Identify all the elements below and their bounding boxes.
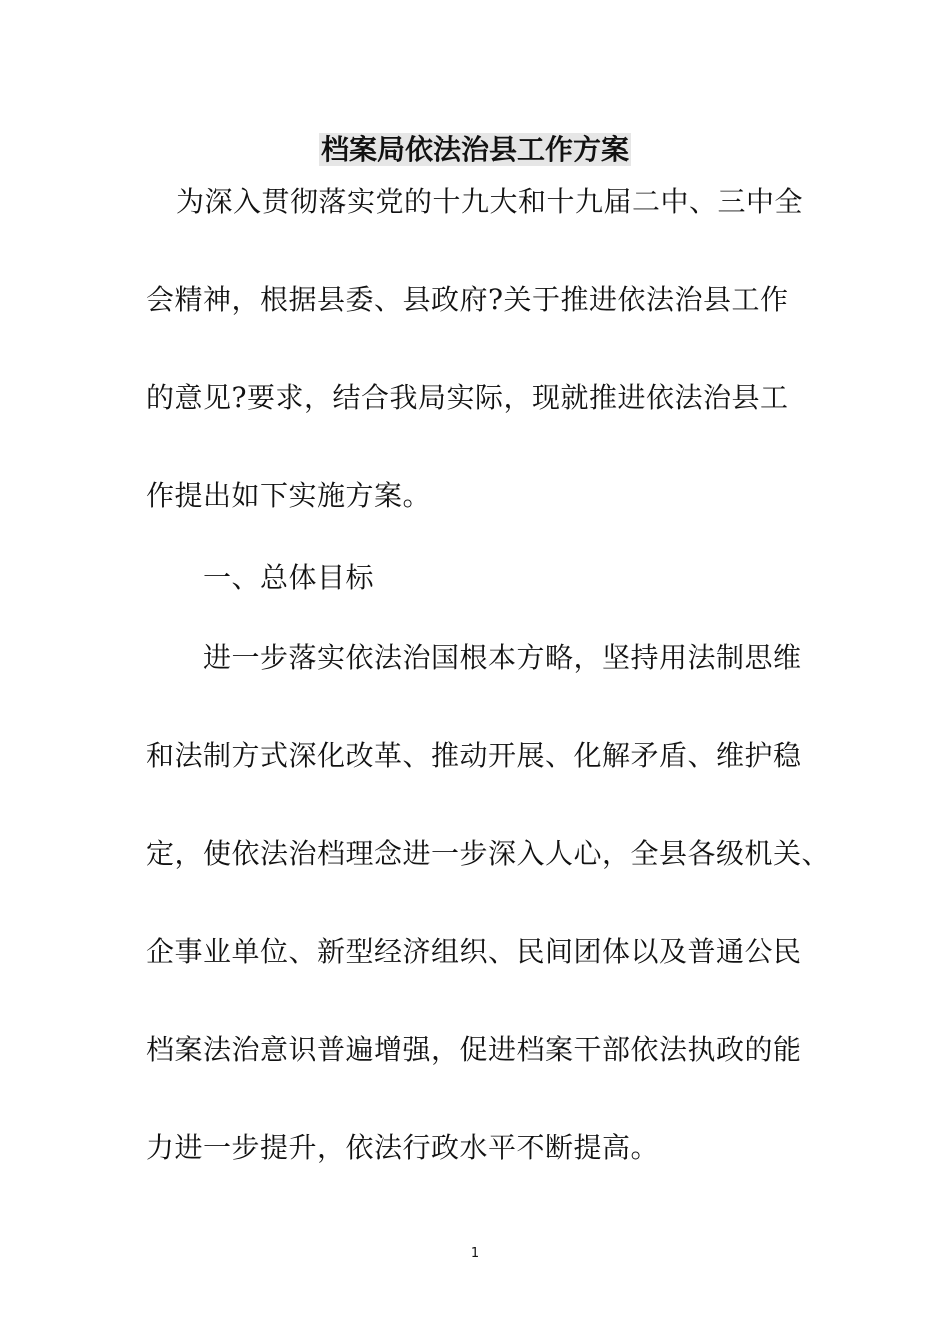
document-title xyxy=(0,130,950,170)
document-title-text: 档案局依法治县工作方案 xyxy=(320,133,629,166)
paragraph-line: 会精神，根据县委、县政府?关于推进依法治县工作 xyxy=(146,283,789,316)
paragraph-line: 的意见?要求，结合我局实际，现就推进依法治县工 xyxy=(146,381,789,414)
paragraph-line: 定，使依法治档理念进一步深入人心，全县各级机关、 xyxy=(146,837,831,870)
paragraph-line: 企事业单位、新型经济组织、民间团体以及普通公民 xyxy=(146,935,802,968)
paragraph-line: 进一步落实依法治国根本方略，坚持用法制思维 xyxy=(203,641,802,674)
page-number: 1 xyxy=(470,1246,480,1261)
paragraph-line: 作提出如下实施方案。 xyxy=(146,479,432,512)
paragraph-line: 和法制方式深化改革、推动开展、化解矛盾、维护稳 xyxy=(146,739,802,772)
paragraph-line: 为深入贯彻落实党的十九大和十九届二中、三中全 xyxy=(176,185,804,218)
paragraph-line: 力进一步提升，依法行政水平不断提高。 xyxy=(146,1131,660,1164)
section-heading: 一、总体目标 xyxy=(203,561,375,594)
paragraph-line: 档案法治意识普遍增强，促进档案干部依法执政的能 xyxy=(146,1033,802,1066)
